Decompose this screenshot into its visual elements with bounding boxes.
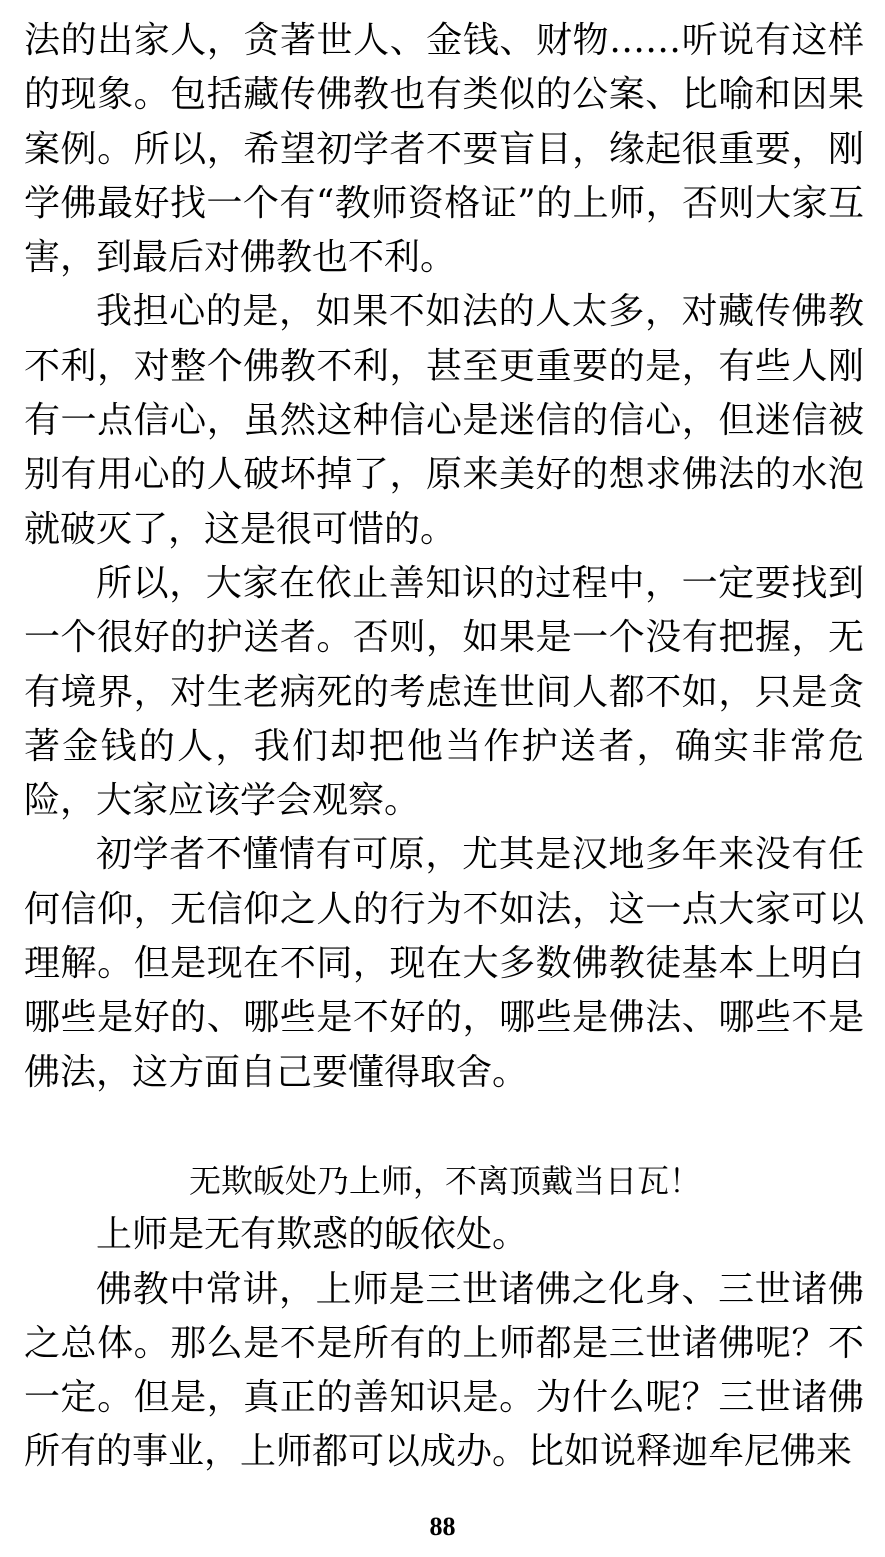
paragraph: 我担心的是，如果不如法的人太多，对藏传佛教不利，对整个佛教不利，甚至更重要的是，有些人刚有一点信心，虽然这种信心是迷信的信心，但迷信被别有用心的人破坏掉了，原来美好的想求佛法的水泡就破灭了，这是很可惜的。 bbox=[24, 291, 864, 550]
section-spacer bbox=[24, 1100, 864, 1154]
paragraph-continued: 法的出家人，贪著世人、金钱、财物……听说有这样的现象。包括藏传佛教也有类似的公案、比喻和因果案例。所以，希望初学者不要盲目，缘起很重要，刚学佛最好找一个有“教师资格证”的上师，否则大家互害，到最后对佛教也不利。 bbox=[24, 20, 864, 279]
paragraph: 初学者不懂情有可原，尤其是汉地多年来没有任何信仰，无信仰之人的行为不如法，这一点大家可以理解。但是现在不同，现在大多数佛教徒基本上明白哪些是好的、哪些是不好的，哪些是佛法、哪些不是佛法，这方面自己要懂得取舍。 bbox=[24, 834, 864, 1093]
page-body bbox=[24, 14, 864, 1480]
verse-heading: 无欺皈处乃上师，不离顶戴当日瓦！ bbox=[189, 1161, 702, 1200]
paragraph: 佛教中常讲，上师是三世诸佛之化身、三世诸佛之总体。那么是不是所有的上师都是三世诸佛呢？不一定。但是，真正的善知识是。为什么呢？三世诸佛所有的事业，上师都可以成办。比如说释迦牟尼佛来 bbox=[24, 1268, 864, 1473]
paragraph: 所以，大家在依止善知识的过程中，一定要找到一个很好的护送者。否则，如果是一个没有把握，无有境界，对生老病死的考虑连世间人都不如，只是贪著金钱的人，我们却把他当作护送者，确实非常危险，大家应该学会观察。 bbox=[24, 562, 864, 822]
page-number: 88 bbox=[429, 1512, 456, 1541]
paragraph: 上师是无有欺惑的皈依处。 bbox=[96, 1214, 529, 1256]
